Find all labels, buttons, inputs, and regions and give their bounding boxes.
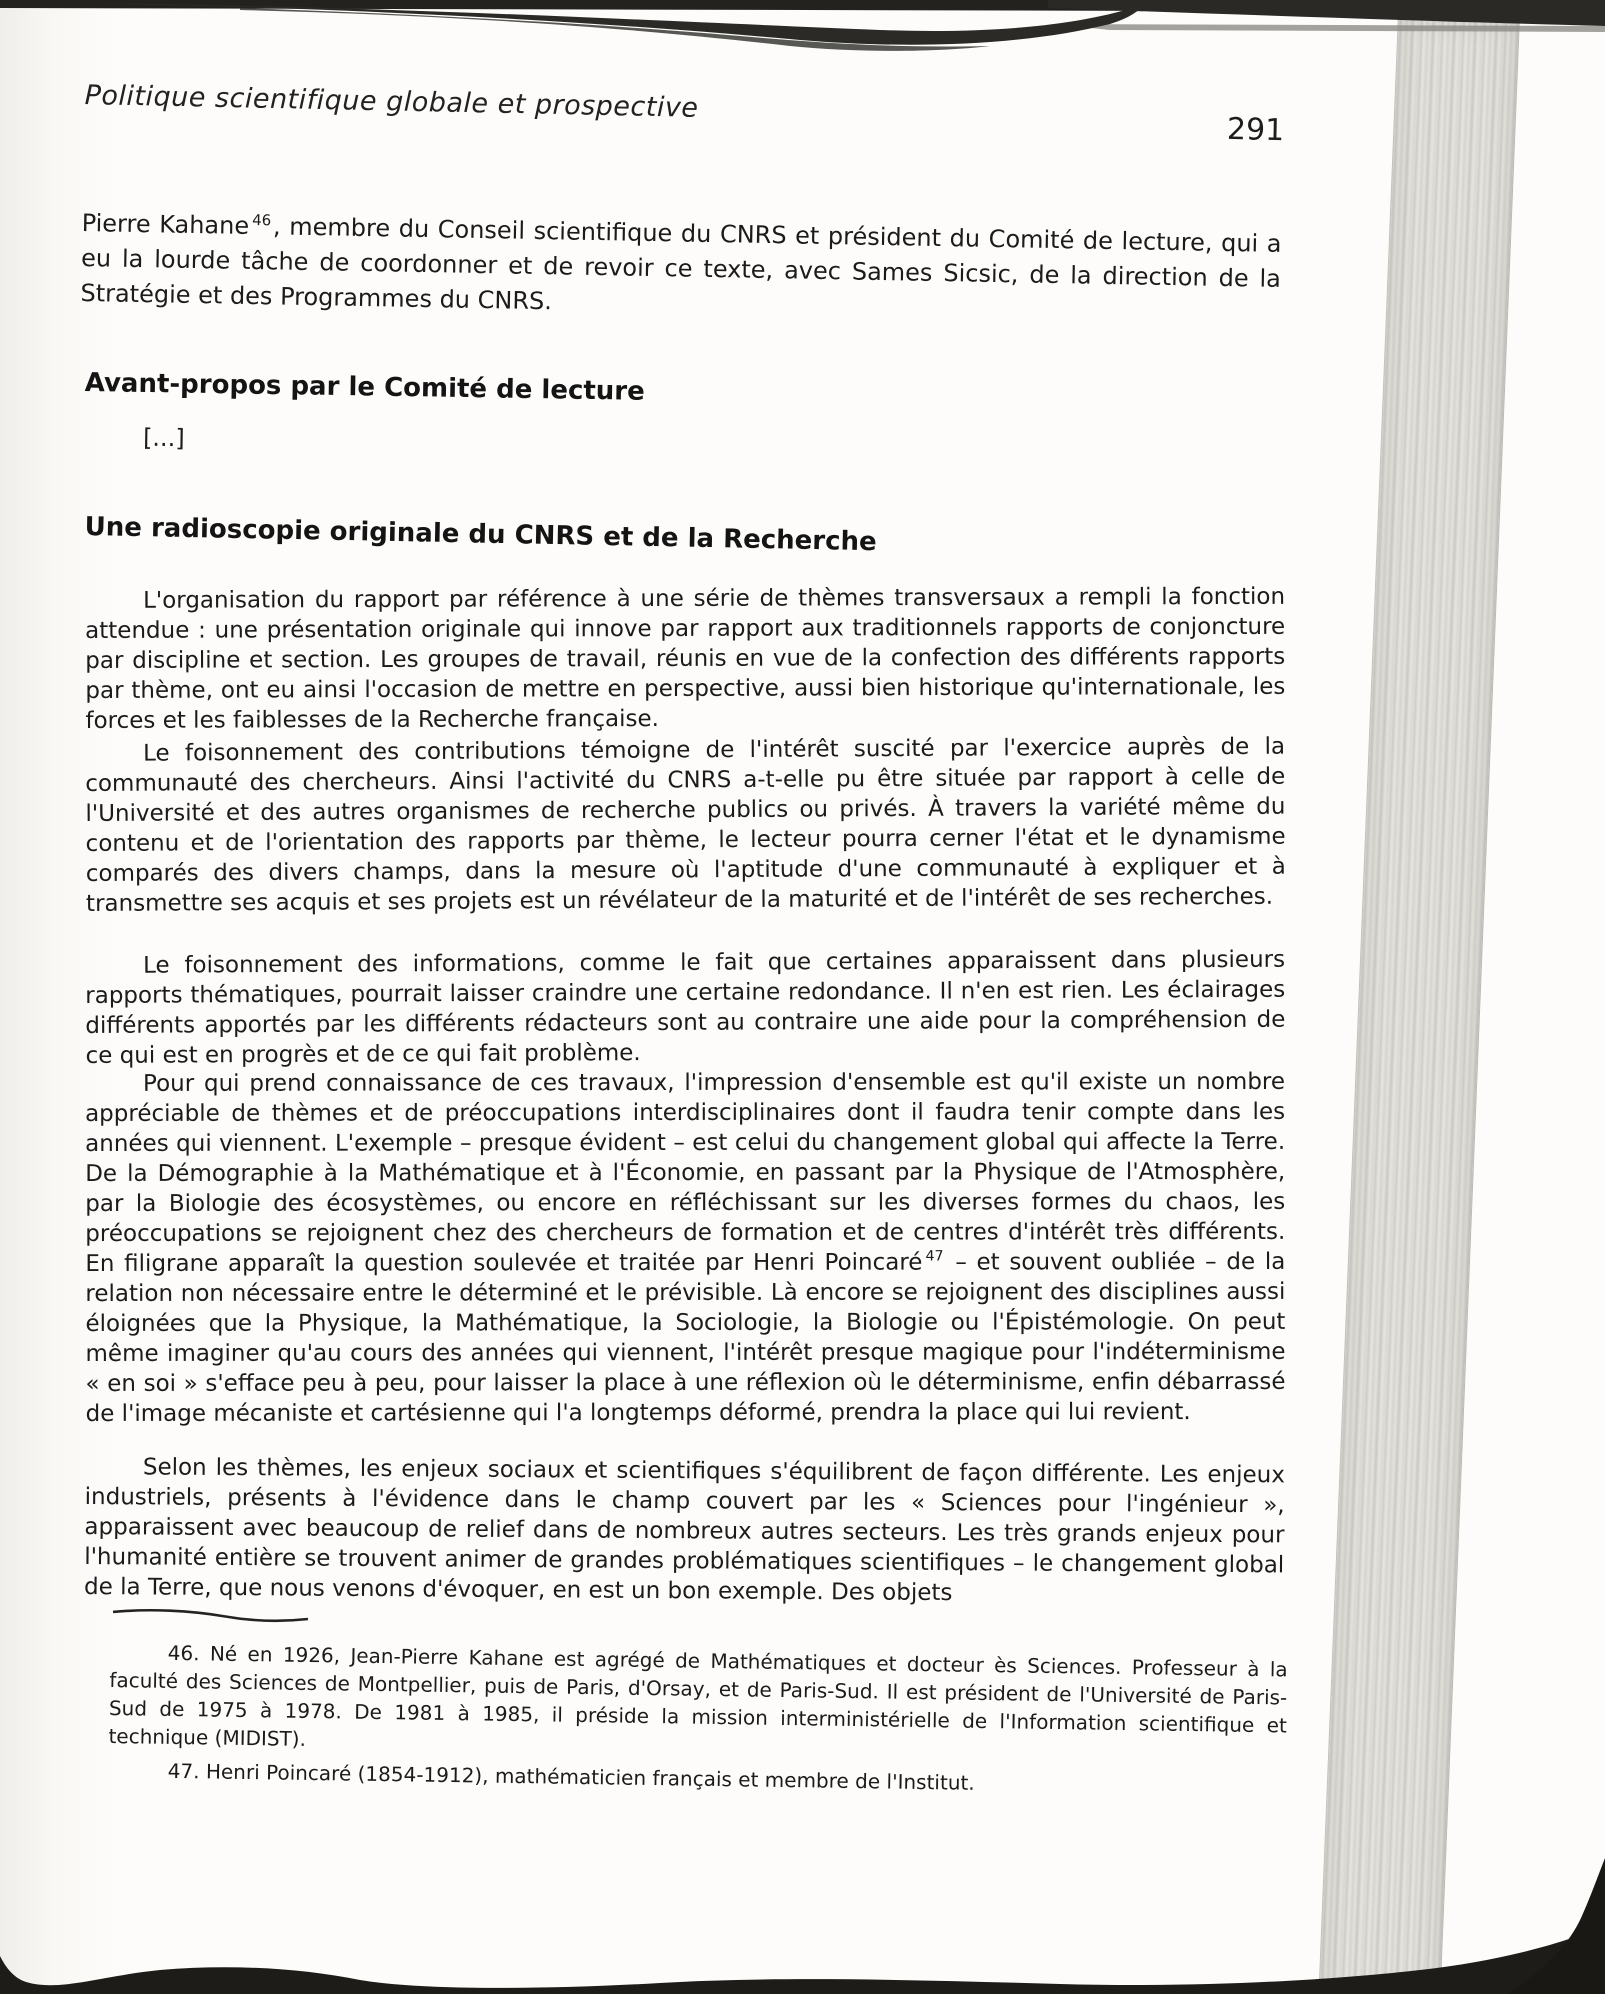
- footnote-46: 46. Né en 1926, Jean-Pierre Kahane est agrégé de Mathématiques et docteur ès Sciences. Professeur à la faculté des Sciences de Montpellier, puis de Paris, d'Orsay, et de Paris-Sud. Il est président de l'Université de Paris-Sud de 1975 à 1978. De 1981 à 1985, il préside la mission interministérielle de l'Information scientifique et technique (MIDIST).: [108, 1640, 1288, 1751]
- paragraph-3: Le foisonnement des informations, comme le fait que certaines apparaissent dans plusieurs rapports thématiques, pourrait laisser craindre une certaine redondance. Il n'en est rien. Les éclairages différents apportés par les différents rédacteurs sont au contraire une aide pour la compréhension de ce qui est en progrès et de ce qui fait problème.: [85, 946, 1286, 1069]
- paragraph-4-post: – et souvent oubliée – de la relation non nécessaire entre le déterminé et le prévisible. Là encore se rejoignent des disciplines aussi éloignées que la Physique, la Mathématique, la Sociologie, la Biologie ou l'Épistémologie. On peut même imaginer qu'au cours des années qui viennent, l'intérêt presque magique pour l'indéterminisme « en soi » s'efface peu à peu, pour laisser la place à une réflexion où le déterminisme, enfin débarrassé de l'image mécaniste et cartésienne qui l'a longtemps déformé, prendra la place qui lui revient.: [85, 1248, 1286, 1427]
- footnote-ref-46: 46: [252, 210, 272, 230]
- intro-text-post: , membre du Conseil scientifique du CNRS et président du Comité de lecture, qui a eu la lourde tâche de coordonner et de revoir ce texte, avec Sames Sicsic, de la direction de la Stratégie et des Programmes du CNRS.: [80, 212, 1282, 316]
- footnote-divider: [111, 1607, 311, 1625]
- page-header: [84, 80, 1285, 148]
- paragraph-2: Le foisonnement des contributions témoigne de l'intérêt suscité par l'exercice auprès de la communauté des chercheurs. Ainsi l'activité du CNRS a-t-elle pu être située par rapport à celle de l'Université et des autres organismes de recherche publics ou privés. À travers la variété même du contenu et de l'orientation des rapports par thème, le lecteur pourra cerner l'état et le dynamisme comparés des divers champs, dans la mesure où l'aptitude d'une communauté à expliquer et à transmettre ses acquis et ses projets est un révélateur de la maturité et de l'intérêt de ses recherches.: [85, 733, 1286, 917]
- intro-text-pre: Pierre Kahane: [81, 208, 250, 240]
- footnote-ref-47: 47: [925, 1248, 944, 1265]
- paragraph-4: [85, 1067, 1286, 1429]
- paragraph-1: L'organisation du rapport par référence à une série de thèmes transversaux a rempli la fonction attendue : une présentation originale qui innove par rapport aux traditionnels rapports de conjoncture par discipline et section. Les groupes de travail, réunis en vue de la confection des différents rapports par thème, ont eu ainsi l'occasion de mettre en perspective, aussi bien historique qu'internationale, les forces et les faiblesses de la Recherche française.: [85, 583, 1286, 734]
- scan-edge-bottom: [0, 1938, 1605, 1994]
- running-header: Politique scientifique globale et prospective: [84, 80, 699, 124]
- scan-corner-bottom-right: [1368, 1856, 1605, 1994]
- footnote-47: 47. Henri Poincaré (1854-1912), mathématicien français et membre de l'Institut.: [167, 1758, 975, 1795]
- page-number: 291: [1226, 111, 1285, 149]
- section-title-avant-propos: Avant-propos par le Comité de lecture: [84, 368, 645, 407]
- scan-edge-top: [0, 0, 1605, 70]
- paragraph-5: Selon les thèmes, les enjeux sociaux et scientifiques s'équilibrent de façon différente. Les enjeux industriels, présents à l'évidence dans le champ couvert par les « Sciences pour l'ingénieur », apparaissent avec beaucoup de relief dans de nombreux autres secteurs. Les très grands enjeux pour l'humanité entière se trouvent animer de grandes problématiques scientifiques – le changement global de la Terre, que nous venons d'évoquer, en est un bon exemple. Des objets: [83, 1454, 1285, 1607]
- book-fore-edge-pages: [1316, 14, 1520, 1994]
- intro-paragraph: [80, 206, 1282, 332]
- paragraph-4-pre: Pour qui prend connaissance de ces travaux, l'impression d'ensemble est qu'il existe un nombre appréciable de thèmes et de préoccupations interdisciplinaires dont il faudra tenir compte dans les années qui viennent. L'exemple – presque évident – est celui du changement global qui affecte la Terre. De la Démographie à la Mathématique et à l'Économie, en passant par la Physique de l'Atmosphère, par la Biologie des écosystèmes, ou encore en réfléchissant sur les diverses formes du chaos, les préoccupations se rejoignent chez des chercheurs de formation et de centres d'intérêt très différents. En filigrane apparaît la question soulevée et traitée par Henri Poincaré: [85, 1068, 1286, 1277]
- omission-ellipsis: [...]: [142, 423, 185, 453]
- section-title-radioscopie: Une radioscopie originale du CNRS et de la Recherche: [84, 512, 877, 558]
